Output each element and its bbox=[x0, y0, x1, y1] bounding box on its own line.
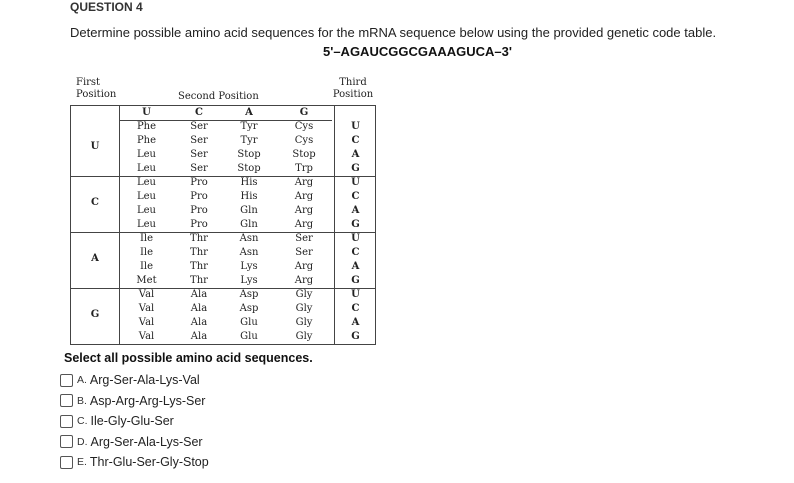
amino-acid: Phe bbox=[136, 135, 157, 146]
third-position-header bbox=[330, 77, 376, 101]
amino-acid: Ser bbox=[295, 233, 313, 244]
amino-acid: Arg bbox=[294, 261, 314, 272]
amino-acid: Pro bbox=[190, 219, 208, 230]
amino-acid: Gln bbox=[240, 219, 258, 230]
third-base-A: A bbox=[351, 317, 360, 328]
amino-acid: Ser bbox=[295, 247, 313, 258]
amino-acid: Leu bbox=[137, 205, 156, 216]
amino-acid: Leu bbox=[137, 219, 156, 230]
amino-acid: Phe bbox=[136, 121, 157, 132]
amino-acid: Thr bbox=[190, 247, 208, 258]
amino-acid: Glu bbox=[240, 317, 258, 328]
amino-acid: Ser bbox=[190, 121, 208, 132]
codon-cell-UC bbox=[174, 120, 224, 176]
third-base-column-2 bbox=[334, 232, 377, 288]
amino-acid: Stop bbox=[237, 163, 261, 174]
amino-acid: Thr bbox=[190, 275, 208, 286]
option-a[interactable] bbox=[60, 370, 209, 391]
option-d-letter: D. bbox=[77, 435, 88, 448]
option-a-text: Arg-Ser-Ala-Lys-Val bbox=[89, 373, 200, 388]
amino-acid: His bbox=[240, 177, 258, 188]
first-base-A: A bbox=[91, 253, 99, 264]
amino-acid: Stop bbox=[237, 149, 261, 160]
third-base-G: G bbox=[351, 219, 360, 230]
option-e[interactable] bbox=[60, 452, 209, 473]
option-b-text: Asp-Arg-Arg-Lys-Ser bbox=[89, 393, 206, 408]
amino-acid: Arg bbox=[294, 275, 314, 286]
third-base-C: C bbox=[351, 191, 360, 202]
codon-cell-GC bbox=[174, 288, 224, 344]
amino-acid: Ser bbox=[190, 135, 208, 146]
amino-acid: Thr bbox=[190, 233, 208, 244]
amino-acid: Val bbox=[138, 303, 155, 314]
second-position-header: Second Position bbox=[178, 91, 259, 102]
amino-acid: Leu bbox=[137, 163, 156, 174]
mrna-sequence: 5'–AGAUCGGCGAAAGUCA–3' bbox=[323, 44, 512, 59]
amino-acid: Glu bbox=[240, 331, 258, 342]
option-b-letter: B. bbox=[77, 394, 87, 407]
amino-acid: Arg bbox=[294, 191, 314, 202]
option-c[interactable] bbox=[60, 411, 209, 432]
amino-acid: Tyr bbox=[240, 121, 258, 132]
select-prompt: Select all possible amino acid sequences. bbox=[64, 351, 313, 365]
third-header-line1: Third bbox=[339, 77, 367, 88]
question-prompt: Determine possible amino acid sequences for the mRNA sequence below using the provided genetic code table. bbox=[70, 25, 717, 40]
amino-acid: Asp bbox=[239, 303, 259, 314]
amino-acid: Gln bbox=[240, 205, 258, 216]
third-base-C: C bbox=[351, 303, 360, 314]
checkbox-e[interactable] bbox=[60, 456, 73, 469]
amino-acid: Tyr bbox=[240, 135, 258, 146]
amino-acid: Asn bbox=[239, 233, 259, 244]
codon-cell-AC bbox=[174, 232, 224, 288]
amino-acid: Leu bbox=[137, 191, 156, 202]
option-d-text: Arg-Ser-Ala-Lys-Ser bbox=[90, 434, 203, 449]
third-base-A: A bbox=[351, 261, 360, 272]
second-base-G: G bbox=[299, 107, 309, 118]
amino-acid: Met bbox=[136, 275, 157, 286]
amino-acid: Trp bbox=[295, 163, 313, 174]
third-header-line2: Position bbox=[332, 89, 374, 100]
checkbox-a[interactable] bbox=[60, 374, 73, 387]
amino-acid: Gly bbox=[295, 303, 313, 314]
first-base-C: C bbox=[91, 197, 99, 208]
amino-acid: Ala bbox=[190, 289, 208, 300]
amino-acid: Arg bbox=[294, 219, 314, 230]
checkbox-c[interactable] bbox=[60, 415, 73, 428]
amino-acid: Stop bbox=[292, 149, 316, 160]
codon-cell-CC bbox=[174, 176, 224, 232]
third-base-column-3 bbox=[334, 288, 377, 344]
third-base-G: G bbox=[351, 331, 360, 342]
third-base-U: U bbox=[351, 233, 360, 244]
amino-acid: Ile bbox=[139, 233, 154, 244]
amino-acid: Ala bbox=[190, 331, 208, 342]
option-b[interactable] bbox=[60, 391, 209, 412]
amino-acid: Gly bbox=[295, 331, 313, 342]
first-header-line1: First bbox=[76, 77, 101, 88]
codon-cell-CU bbox=[119, 176, 174, 232]
checkbox-b[interactable] bbox=[60, 394, 73, 407]
amino-acid: His bbox=[240, 191, 258, 202]
first-base-G: G bbox=[90, 309, 100, 320]
codon-cell-UU bbox=[119, 120, 174, 176]
third-base-U: U bbox=[351, 177, 360, 188]
amino-acid: Cys bbox=[294, 135, 314, 146]
amino-acid: Asn bbox=[239, 247, 259, 258]
second-base-C: C bbox=[195, 107, 203, 118]
amino-acid: Ile bbox=[139, 261, 154, 272]
amino-acid: Pro bbox=[190, 177, 208, 188]
amino-acid: Thr bbox=[190, 261, 208, 272]
amino-acid: Val bbox=[138, 289, 155, 300]
codon-cell-GA bbox=[224, 288, 274, 344]
answer-options bbox=[60, 370, 209, 473]
third-base-C: C bbox=[351, 247, 360, 258]
amino-acid: Ser bbox=[190, 163, 208, 174]
genetic-code-table bbox=[70, 75, 380, 345]
third-base-U: U bbox=[351, 289, 360, 300]
codon-grid bbox=[70, 105, 376, 345]
option-e-letter: E. bbox=[77, 456, 87, 469]
codon-cell-GU bbox=[119, 288, 174, 344]
first-base-U: U bbox=[90, 141, 100, 152]
third-base-U: U bbox=[351, 121, 360, 132]
amino-acid: Pro bbox=[190, 205, 208, 216]
second-base-U: U bbox=[142, 107, 151, 118]
amino-acid: Ile bbox=[139, 247, 154, 258]
amino-acid: Leu bbox=[137, 177, 156, 188]
amino-acid: Arg bbox=[294, 205, 314, 216]
question-label: QUESTION 4 bbox=[70, 0, 143, 14]
amino-acid: Ala bbox=[190, 303, 208, 314]
amino-acid: Leu bbox=[137, 149, 156, 160]
codon-cell-UA bbox=[224, 120, 274, 176]
codon-cell-AG bbox=[274, 232, 334, 288]
amino-acid: Pro bbox=[190, 191, 208, 202]
option-a-letter: A. bbox=[77, 374, 87, 387]
codon-cell-CA bbox=[224, 176, 274, 232]
amino-acid: Gly bbox=[295, 317, 313, 328]
codon-cell-GG bbox=[274, 288, 334, 344]
third-base-G: G bbox=[351, 163, 360, 174]
option-e-text: Thr-Glu-Ser-Gly-Stop bbox=[89, 455, 209, 470]
codon-cell-AU bbox=[119, 232, 174, 288]
amino-acid: Ala bbox=[190, 317, 208, 328]
third-base-column-0 bbox=[334, 120, 377, 176]
first-position-header bbox=[76, 77, 116, 101]
amino-acid: Ser bbox=[190, 149, 208, 160]
option-c-text: Ile-Gly-Glu-Ser bbox=[90, 414, 174, 429]
amino-acid: Arg bbox=[294, 177, 314, 188]
codon-cell-AA bbox=[224, 232, 274, 288]
third-base-A: A bbox=[351, 149, 360, 160]
third-base-C: C bbox=[351, 135, 360, 146]
amino-acid: Gly bbox=[295, 289, 313, 300]
option-c-letter: C. bbox=[77, 415, 88, 428]
amino-acid: Val bbox=[138, 317, 155, 328]
amino-acid: Lys bbox=[240, 261, 258, 272]
checkbox-d[interactable] bbox=[60, 435, 73, 448]
third-base-column-1 bbox=[334, 176, 377, 232]
amino-acid: Asp bbox=[239, 289, 259, 300]
codon-cell-CG bbox=[274, 176, 334, 232]
third-base-G: G bbox=[351, 275, 360, 286]
codon-cell-UG bbox=[274, 120, 334, 176]
amino-acid: Lys bbox=[240, 275, 258, 286]
third-base-A: A bbox=[351, 205, 360, 216]
first-header-line2: Position bbox=[76, 89, 117, 100]
amino-acid: Cys bbox=[294, 121, 314, 132]
amino-acid: Val bbox=[138, 331, 155, 342]
second-base-A: A bbox=[245, 107, 253, 118]
option-d[interactable] bbox=[60, 432, 209, 453]
